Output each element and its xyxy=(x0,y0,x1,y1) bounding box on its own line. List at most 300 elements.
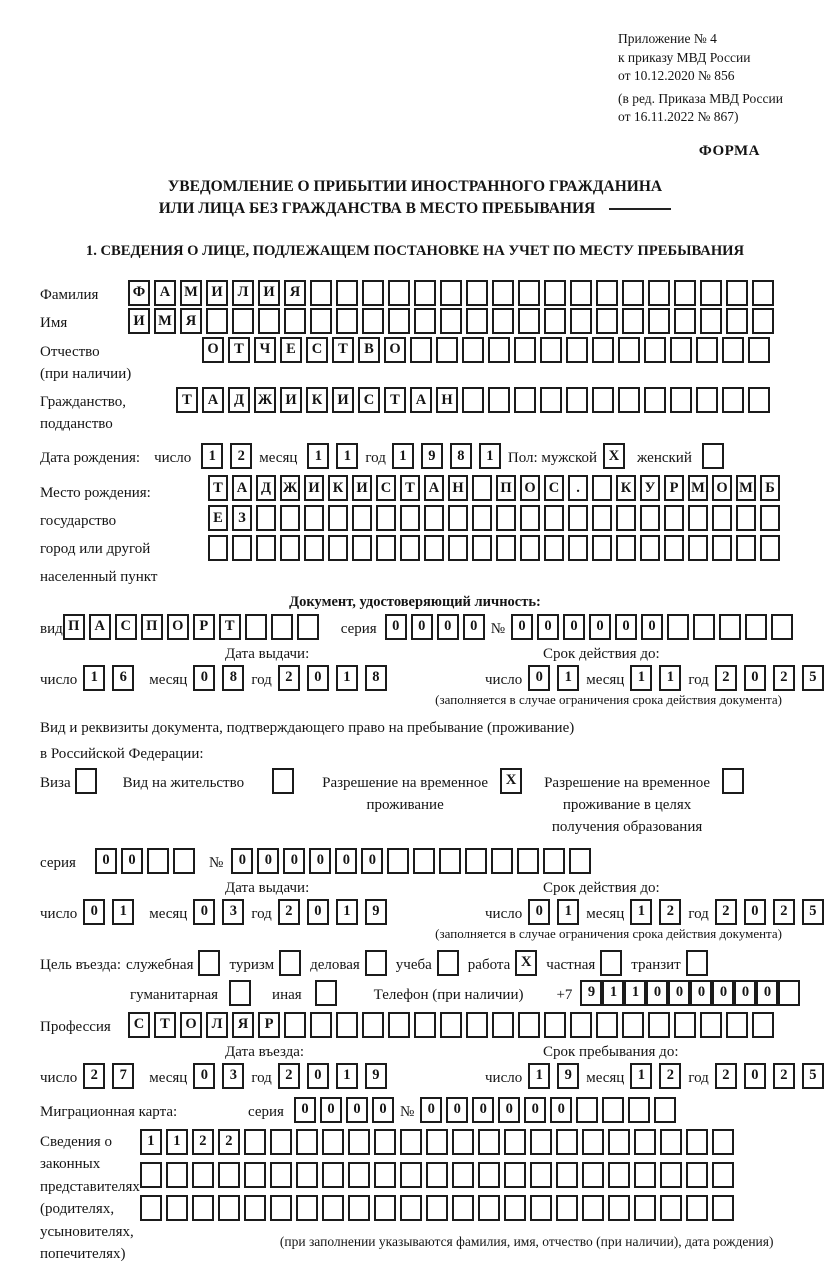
char-box-filled: 1 xyxy=(336,1063,358,1089)
char-box-filled: К xyxy=(616,475,636,501)
char-box-empty xyxy=(596,280,618,306)
char-box-empty xyxy=(568,535,588,561)
char-box-filled: 2 xyxy=(83,1063,105,1089)
id-doc-issue-year xyxy=(278,665,394,691)
birthplace-boxes-row2 xyxy=(208,505,784,531)
birthplace-label-line: государство xyxy=(40,513,117,529)
char-box-filled: 0 xyxy=(231,848,253,874)
char-box-filled: Ф xyxy=(128,280,150,306)
permit-option-edu xyxy=(544,768,748,838)
char-box-filled: Н xyxy=(448,475,468,501)
char-box-empty xyxy=(664,505,684,531)
char-box-filled: 2 xyxy=(278,665,300,691)
char-box-filled: 9 xyxy=(365,899,387,925)
char-box-empty xyxy=(304,535,324,561)
edu-permit-label-line: проживание в целях xyxy=(562,796,692,813)
permit-number-sign: № xyxy=(209,854,224,871)
purpose-row1 xyxy=(40,950,790,976)
char-box-empty xyxy=(462,387,484,413)
temp-permit-label xyxy=(322,768,488,816)
migration-series-label: серия xyxy=(248,1103,284,1120)
char-box-empty xyxy=(569,848,591,874)
char-box-empty xyxy=(322,1129,344,1155)
char-box-empty xyxy=(348,1129,370,1155)
representatives-box-rows xyxy=(140,1129,790,1266)
visa-checkbox xyxy=(75,768,101,794)
migration-number-sign: № xyxy=(399,1103,415,1120)
char-box-filled: С xyxy=(128,1012,150,1038)
char-box-empty xyxy=(362,308,384,334)
char-box-empty xyxy=(452,1129,474,1155)
char-box-filled: М xyxy=(154,308,176,334)
char-box-empty xyxy=(208,535,228,561)
representatives-label-line: усыновителях, xyxy=(40,1223,134,1240)
char-box-empty xyxy=(244,1129,266,1155)
char-box-empty xyxy=(616,505,636,531)
char-box-empty xyxy=(596,1012,618,1038)
char-box-filled: 8 xyxy=(450,443,472,469)
char-box-empty xyxy=(778,980,800,1006)
char-box-filled: 0 xyxy=(320,1097,342,1123)
char-box-filled: З xyxy=(232,505,252,531)
char-box-filled: О xyxy=(167,614,189,640)
sex-label: Пол: мужской xyxy=(507,450,598,466)
char-box-empty xyxy=(748,387,770,413)
year-label: год xyxy=(251,905,272,922)
char-box-empty xyxy=(592,535,612,561)
char-box-filled: 0 xyxy=(668,980,690,1006)
char-box-empty xyxy=(374,1129,396,1155)
purpose-checkbox xyxy=(315,980,337,1006)
char-box-empty xyxy=(75,768,97,794)
char-box-filled: 0 xyxy=(411,614,433,640)
purpose-option-tourism xyxy=(229,950,301,976)
stay-year xyxy=(715,1063,831,1089)
char-box-empty xyxy=(472,535,492,561)
char-box-filled: А xyxy=(89,614,111,640)
char-box-empty xyxy=(388,280,410,306)
purpose-option-label: работа xyxy=(467,956,511,973)
section1-heading: 1. СВЕДЕНИЯ О ЛИЦЕ, ПОДЛЕЖАЩЕМ ПОСТАНОВКЕ НА УЧЕТ ПО МЕСТУ ПРЕБЫВАНИЯ xyxy=(85,242,745,259)
permit-expiry-year xyxy=(715,899,831,925)
char-box-filled: 0 xyxy=(472,1097,494,1123)
char-box-filled: 2 xyxy=(218,1129,240,1155)
char-box-filled: Б xyxy=(760,475,780,501)
birthplace-boxes-row1 xyxy=(208,475,784,501)
char-box-empty xyxy=(648,1012,670,1038)
char-box-empty xyxy=(374,1162,396,1188)
char-box-empty xyxy=(712,1162,734,1188)
char-box-filled: 0 xyxy=(646,980,668,1006)
char-box-filled: 0 xyxy=(307,1063,329,1089)
permit-options xyxy=(40,768,790,838)
char-box-empty xyxy=(296,1195,318,1221)
char-box-filled: Т xyxy=(176,387,198,413)
representatives-label-line: Сведения о xyxy=(40,1133,112,1150)
char-box-empty xyxy=(748,337,770,363)
edu-permit-label-line: получения образования xyxy=(551,818,703,835)
char-box-empty xyxy=(279,950,301,976)
char-box-filled: И xyxy=(352,475,372,501)
char-box-empty xyxy=(296,1162,318,1188)
char-box-empty xyxy=(654,1097,676,1123)
char-box-empty xyxy=(491,848,513,874)
permit-series-boxes xyxy=(95,848,199,874)
char-box-empty xyxy=(518,308,540,334)
temp-permit-checkbox xyxy=(500,768,526,794)
char-box-filled: М xyxy=(688,475,708,501)
char-box-filled: 1 xyxy=(392,443,414,469)
char-box-filled: Т xyxy=(400,475,420,501)
char-box-filled: 0 xyxy=(744,665,766,691)
char-box-empty xyxy=(674,280,696,306)
entry-date-heading: Дата въезда: xyxy=(225,1043,305,1060)
char-box-filled: 1 xyxy=(479,443,501,469)
char-box-filled: 0 xyxy=(420,1097,442,1123)
char-box-filled: 0 xyxy=(744,899,766,925)
char-box-filled: А xyxy=(410,387,432,413)
char-box-empty xyxy=(218,1162,240,1188)
sex-female-label: женский xyxy=(637,450,692,466)
permit-line2: в Российской Федерации: xyxy=(40,745,204,762)
char-box-empty xyxy=(198,950,220,976)
char-box-empty xyxy=(400,1162,422,1188)
char-box-filled: 2 xyxy=(659,899,681,925)
char-box-filled: 5 xyxy=(802,665,824,691)
edu-permit-label xyxy=(544,768,710,838)
char-box-empty xyxy=(206,308,228,334)
char-box-filled: 0 xyxy=(511,614,533,640)
blank-underline xyxy=(609,208,671,210)
char-box-empty xyxy=(452,1195,474,1221)
char-box-filled: Т xyxy=(332,337,354,363)
purpose-row2 xyxy=(40,980,790,1006)
char-box-empty xyxy=(544,280,566,306)
char-box-empty xyxy=(726,280,748,306)
char-box-filled: Е xyxy=(280,337,302,363)
migration-series-boxes xyxy=(294,1097,398,1123)
purpose-option-label: учеба xyxy=(395,956,432,973)
char-box-empty xyxy=(296,1129,318,1155)
firstname-boxes xyxy=(128,308,778,334)
char-box-empty xyxy=(322,1195,344,1221)
char-box-filled: X xyxy=(515,950,537,976)
char-box-empty xyxy=(570,308,592,334)
profession-row xyxy=(40,1012,790,1038)
char-box-filled: Е xyxy=(208,505,228,531)
char-box-filled: С xyxy=(358,387,380,413)
char-box-empty xyxy=(400,505,420,531)
char-box-filled: 0 xyxy=(385,614,407,640)
char-box-empty xyxy=(272,768,294,794)
purpose-checkbox xyxy=(279,950,301,976)
char-box-empty xyxy=(514,387,536,413)
representatives-labels xyxy=(40,1129,140,1266)
char-box-filled: Я xyxy=(232,1012,254,1038)
char-box-empty xyxy=(244,1162,266,1188)
year-label: год xyxy=(688,1069,709,1086)
representatives-boxes-row1 xyxy=(140,1129,738,1155)
char-box-empty xyxy=(722,387,744,413)
char-box-empty xyxy=(722,768,744,794)
char-box-filled: 0 xyxy=(528,899,550,925)
char-box-empty xyxy=(413,848,435,874)
permit-dates xyxy=(40,879,817,925)
char-box-empty xyxy=(648,308,670,334)
birthplace-label-line: Место рождения: xyxy=(40,485,151,501)
visa-label: Виза xyxy=(40,774,71,791)
char-box-empty xyxy=(660,1162,682,1188)
char-box-filled: И xyxy=(304,475,324,501)
char-box-filled: 0 xyxy=(563,614,585,640)
char-box-filled: 0 xyxy=(524,1097,546,1123)
permit-number-boxes xyxy=(231,848,595,874)
char-box-empty xyxy=(322,1162,344,1188)
char-box-empty xyxy=(544,1012,566,1038)
char-box-empty xyxy=(634,1195,656,1221)
char-box-filled: К xyxy=(306,387,328,413)
stay-month xyxy=(630,1063,688,1089)
char-box-filled: 0 xyxy=(346,1097,368,1123)
char-box-filled: 0 xyxy=(712,980,734,1006)
char-box-empty xyxy=(592,387,614,413)
permit-option-residence xyxy=(123,768,298,794)
permit-issue-day xyxy=(83,899,141,925)
char-box-filled: П xyxy=(141,614,163,640)
char-box-filled: Ж xyxy=(280,475,300,501)
entry-dates xyxy=(40,1043,817,1089)
char-box-filled: 2 xyxy=(278,899,300,925)
birth-year-boxes xyxy=(392,443,508,469)
profession-boxes xyxy=(128,1012,778,1038)
char-box-empty xyxy=(280,505,300,531)
char-box-empty xyxy=(520,535,540,561)
char-box-filled: С xyxy=(544,475,564,501)
permit-option-visa xyxy=(40,768,101,794)
char-box-filled: 1 xyxy=(140,1129,162,1155)
char-box-filled: 1 xyxy=(336,443,358,469)
char-box-empty xyxy=(270,1195,292,1221)
char-box-empty xyxy=(600,950,622,976)
char-box-filled: 2 xyxy=(715,1063,737,1089)
char-box-empty xyxy=(310,308,332,334)
char-box-filled: У xyxy=(640,475,660,501)
month-label: месяц xyxy=(149,671,188,688)
char-box-filled: 0 xyxy=(193,1063,215,1089)
char-box-empty xyxy=(686,1162,708,1188)
month-label: месяц xyxy=(586,905,625,922)
representatives-label-line: (родителях, xyxy=(40,1201,115,1217)
char-box-filled: 8 xyxy=(365,665,387,691)
patronymic-label xyxy=(40,337,202,385)
char-box-empty xyxy=(173,848,195,874)
char-box-empty xyxy=(608,1129,630,1155)
char-box-filled: 2 xyxy=(773,899,795,925)
char-box-empty xyxy=(271,614,293,640)
char-box-filled: 1 xyxy=(528,1063,550,1089)
purpose-checkbox-work xyxy=(515,950,537,976)
char-box-empty xyxy=(688,505,708,531)
char-box-empty xyxy=(660,1195,682,1221)
char-box-empty xyxy=(328,535,348,561)
char-box-filled: 1 xyxy=(557,665,579,691)
edu-permit-label-line: Разрешение на временное xyxy=(544,774,711,791)
char-box-filled: 0 xyxy=(283,848,305,874)
char-box-empty xyxy=(388,1012,410,1038)
entry-month xyxy=(193,1063,251,1089)
char-box-filled: Д xyxy=(228,387,250,413)
char-box-empty xyxy=(376,535,396,561)
char-box-filled: 0 xyxy=(498,1097,520,1123)
char-box-empty xyxy=(140,1195,162,1221)
char-box-empty xyxy=(192,1195,214,1221)
char-box-filled: 0 xyxy=(257,848,279,874)
char-box-filled: Я xyxy=(284,280,306,306)
char-box-filled: Р xyxy=(193,614,215,640)
char-box-filled: П xyxy=(496,475,516,501)
id-doc-expiry-month xyxy=(630,665,688,691)
appendix-line: от 10.12.2020 № 856 xyxy=(618,68,735,83)
char-box-filled: 1 xyxy=(83,665,105,691)
char-box-empty xyxy=(602,1097,624,1123)
char-box-empty xyxy=(702,443,724,469)
year-label: год xyxy=(251,1069,272,1086)
id-doc-number-sign: № xyxy=(490,620,505,637)
representatives-boxes-row2 xyxy=(140,1162,738,1188)
char-box-empty xyxy=(700,1012,722,1038)
char-box-empty xyxy=(465,848,487,874)
citizenship-boxes xyxy=(176,387,774,413)
permit-issue-year xyxy=(278,899,394,925)
char-box-filled: 0 xyxy=(83,899,105,925)
char-box-empty xyxy=(712,535,732,561)
char-box-empty xyxy=(492,280,514,306)
char-box-empty xyxy=(760,535,780,561)
char-box-filled: О xyxy=(712,475,732,501)
char-box-filled: Т xyxy=(384,387,406,413)
year-label: год xyxy=(251,671,272,688)
char-box-empty xyxy=(166,1195,188,1221)
month-label: месяц xyxy=(259,450,298,466)
char-box-empty xyxy=(140,1162,162,1188)
appendix-line: к приказу МВД России xyxy=(618,49,751,65)
id-doc-type-label: вид xyxy=(40,620,63,637)
char-box-empty xyxy=(664,535,684,561)
char-box-empty xyxy=(622,1012,644,1038)
char-box-empty xyxy=(644,387,666,413)
day-label: число xyxy=(154,450,192,466)
char-box-filled: Т xyxy=(219,614,241,640)
char-box-filled: 0 xyxy=(550,1097,572,1123)
char-box-empty xyxy=(582,1129,604,1155)
char-box-filled: 1 xyxy=(602,980,624,1006)
id-doc-series-label: серия xyxy=(340,620,377,637)
char-box-empty xyxy=(410,337,432,363)
char-box-empty xyxy=(218,1195,240,1221)
char-box-filled: С xyxy=(115,614,137,640)
edu-permit-checkbox xyxy=(722,768,748,794)
char-box-filled: 0 xyxy=(734,980,756,1006)
char-box-empty xyxy=(696,337,718,363)
day-label: число xyxy=(40,905,78,922)
char-box-empty xyxy=(517,848,539,874)
char-box-filled: Д xyxy=(256,475,276,501)
stay-day xyxy=(528,1063,586,1089)
purpose-checkbox xyxy=(437,950,459,976)
form-title-line2: ИЛИ ЛИЦА БЕЗ ГРАЖДАНСТВА В МЕСТО ПРЕБЫВАНИЯ xyxy=(40,198,790,220)
sex-male-checkbox xyxy=(603,443,629,469)
char-box-empty xyxy=(315,980,337,1006)
phone-boxes xyxy=(580,980,800,1006)
char-box-empty xyxy=(387,848,409,874)
char-box-empty xyxy=(582,1195,604,1221)
char-box-empty xyxy=(348,1162,370,1188)
char-box-filled: 0 xyxy=(641,614,663,640)
representatives-block xyxy=(40,1129,790,1266)
char-box-filled: 1 xyxy=(112,899,134,925)
char-box-empty xyxy=(556,1162,578,1188)
id-doc-expiry-day xyxy=(528,665,586,691)
day-label: число xyxy=(485,671,523,688)
purpose-option-study xyxy=(396,950,459,976)
char-box-filled: Ж xyxy=(254,387,276,413)
edition-line: от 16.11.2022 № 867) xyxy=(618,109,739,124)
char-box-empty xyxy=(640,535,660,561)
purpose-option-label: гуманитарная xyxy=(130,986,219,1003)
char-box-filled: X xyxy=(603,443,625,469)
char-box-filled: 0 xyxy=(335,848,357,874)
char-box-filled: 9 xyxy=(421,443,443,469)
char-box-empty xyxy=(400,1129,422,1155)
char-box-empty xyxy=(244,1195,266,1221)
permit-issue-heading: Дата выдачи: xyxy=(225,879,310,896)
purpose-checkbox xyxy=(365,950,387,976)
month-label: месяц xyxy=(149,905,188,922)
char-box-empty xyxy=(504,1195,526,1221)
month-label: месяц xyxy=(149,1069,188,1086)
char-box-empty xyxy=(530,1162,552,1188)
char-box-empty xyxy=(518,1012,540,1038)
char-box-filled: Ч xyxy=(254,337,276,363)
char-box-empty xyxy=(686,950,708,976)
char-box-filled: 7 xyxy=(112,1063,134,1089)
form-title xyxy=(40,176,790,220)
entry-day xyxy=(83,1063,141,1089)
char-box-empty xyxy=(640,505,660,531)
char-box-filled: 3 xyxy=(222,1063,244,1089)
char-box-filled: 0 xyxy=(372,1097,394,1123)
char-box-filled: И xyxy=(280,387,302,413)
id-doc-issue-day xyxy=(83,665,141,691)
char-box-empty xyxy=(544,535,564,561)
purpose-option-label: транзит xyxy=(631,956,681,973)
sex-female-checkbox xyxy=(702,443,728,469)
char-box-empty xyxy=(352,505,372,531)
purpose-option-other xyxy=(272,980,337,1006)
char-box-empty xyxy=(670,337,692,363)
birthplace-label-line: город или другой xyxy=(40,541,151,557)
char-box-filled: 0 xyxy=(756,980,778,1006)
patronymic-row xyxy=(40,337,790,385)
char-box-empty xyxy=(667,614,689,640)
char-box-empty xyxy=(496,535,516,561)
char-box-filled: 0 xyxy=(309,848,331,874)
char-box-empty xyxy=(634,1162,656,1188)
char-box-empty xyxy=(634,1129,656,1155)
char-box-filled: В xyxy=(358,337,380,363)
purpose-checkbox xyxy=(198,950,220,976)
char-box-empty xyxy=(696,387,718,413)
